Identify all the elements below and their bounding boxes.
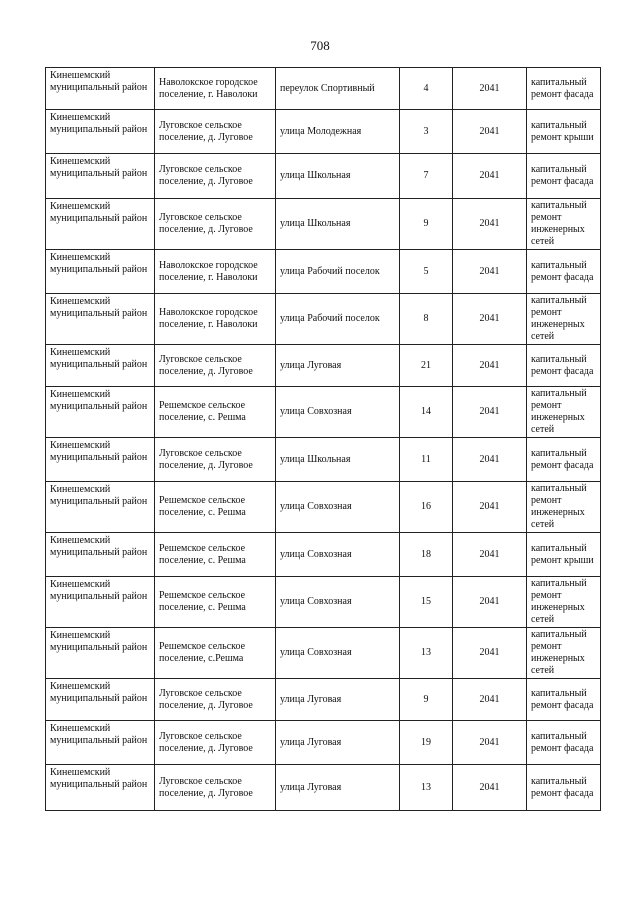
street-cell: улица Совхозная bbox=[276, 533, 400, 577]
work-type-cell: капитальный ремонт фасада bbox=[527, 438, 601, 482]
settlement-cell: Луговское сельское поселение, д. Луговое bbox=[155, 721, 276, 765]
house-number-cell: 16 bbox=[400, 482, 453, 533]
year-cell: 2041 bbox=[453, 68, 527, 110]
house-number-cell: 14 bbox=[400, 387, 453, 438]
house-number-cell: 9 bbox=[400, 679, 453, 721]
street-cell: улица Луговая bbox=[276, 721, 400, 765]
house-number-cell: 19 bbox=[400, 721, 453, 765]
work-type-cell: капитальный ремонт инженерных сетей bbox=[527, 199, 601, 250]
house-number-cell: 21 bbox=[400, 345, 453, 387]
district-cell: Кинешемский муниципальный район bbox=[46, 482, 155, 533]
settlement-cell: Наволокское городское поселение, г. Наволоки bbox=[155, 68, 276, 110]
street-cell: улица Школьная bbox=[276, 154, 400, 199]
table-row bbox=[46, 68, 601, 110]
settlement-cell: Луговское сельское поселение, д. Луговое bbox=[155, 199, 276, 250]
street-cell: улица Школьная bbox=[276, 438, 400, 482]
table-row bbox=[46, 199, 601, 250]
district-cell: Кинешемский муниципальный район bbox=[46, 250, 155, 294]
district-cell: Кинешемский муниципальный район bbox=[46, 765, 155, 811]
work-type-cell: капитальный ремонт инженерных сетей bbox=[527, 577, 601, 628]
street-cell: улица Совхозная bbox=[276, 387, 400, 438]
district-cell: Кинешемский муниципальный район bbox=[46, 679, 155, 721]
repair-schedule-table bbox=[45, 67, 601, 811]
street-cell: улица Рабочий поселок bbox=[276, 250, 400, 294]
house-number-cell: 13 bbox=[400, 628, 453, 679]
house-number-cell: 11 bbox=[400, 438, 453, 482]
street-cell: улица Школьная bbox=[276, 199, 400, 250]
house-number-cell: 3 bbox=[400, 110, 453, 154]
work-type-cell: капитальный ремонт инженерных сетей bbox=[527, 482, 601, 533]
year-cell: 2041 bbox=[453, 345, 527, 387]
work-type-cell: капитальный ремонт инженерных сетей bbox=[527, 294, 601, 345]
work-type-cell: капитальный ремонт фасада bbox=[527, 679, 601, 721]
year-cell: 2041 bbox=[453, 765, 527, 811]
work-type-cell: капитальный ремонт фасада bbox=[527, 721, 601, 765]
district-cell: Кинешемский муниципальный район bbox=[46, 110, 155, 154]
house-number-cell: 15 bbox=[400, 577, 453, 628]
year-cell: 2041 bbox=[453, 110, 527, 154]
street-cell: улица Молодежная bbox=[276, 110, 400, 154]
work-type-cell: капитальный ремонт крыши bbox=[527, 110, 601, 154]
district-cell: Кинешемский муниципальный район bbox=[46, 154, 155, 199]
district-cell: Кинешемский муниципальный район bbox=[46, 68, 155, 110]
table-row bbox=[46, 250, 601, 294]
settlement-cell: Луговское сельское поселение, д. Луговое bbox=[155, 438, 276, 482]
year-cell: 2041 bbox=[453, 154, 527, 199]
year-cell: 2041 bbox=[453, 533, 527, 577]
district-cell: Кинешемский муниципальный район bbox=[46, 199, 155, 250]
house-number-cell: 8 bbox=[400, 294, 453, 345]
year-cell: 2041 bbox=[453, 721, 527, 765]
street-cell: улица Рабочий поселок bbox=[276, 294, 400, 345]
table-body bbox=[46, 68, 601, 811]
settlement-cell: Решемское сельское поселение, с. Решма bbox=[155, 387, 276, 438]
table-row bbox=[46, 482, 601, 533]
table-row bbox=[46, 577, 601, 628]
table-row bbox=[46, 110, 601, 154]
settlement-cell: Решемское сельское поселение, с. Решма bbox=[155, 482, 276, 533]
work-type-cell: капитальный ремонт фасада bbox=[527, 250, 601, 294]
year-cell: 2041 bbox=[453, 250, 527, 294]
year-cell: 2041 bbox=[453, 482, 527, 533]
settlement-cell: Луговское сельское поселение, д. Луговое bbox=[155, 679, 276, 721]
year-cell: 2041 bbox=[453, 199, 527, 250]
house-number-cell: 18 bbox=[400, 533, 453, 577]
district-cell: Кинешемский муниципальный район bbox=[46, 533, 155, 577]
work-type-cell: капитальный ремонт фасада bbox=[527, 154, 601, 199]
table-row bbox=[46, 721, 601, 765]
year-cell: 2041 bbox=[453, 628, 527, 679]
work-type-cell: капитальный ремонт фасада bbox=[527, 68, 601, 110]
district-cell: Кинешемский муниципальный район bbox=[46, 721, 155, 765]
work-type-cell: капитальный ремонт крыши bbox=[527, 533, 601, 577]
work-type-cell: капитальный ремонт инженерных сетей bbox=[527, 628, 601, 679]
table-row bbox=[46, 294, 601, 345]
street-cell: переулок Спортивный bbox=[276, 68, 400, 110]
street-cell: улица Совхозная bbox=[276, 577, 400, 628]
page-number: 708 bbox=[310, 38, 330, 53]
table-row bbox=[46, 345, 601, 387]
work-type-cell: капитальный ремонт фасада bbox=[527, 765, 601, 811]
house-number-cell: 13 bbox=[400, 765, 453, 811]
year-cell: 2041 bbox=[453, 438, 527, 482]
settlement-cell: Луговское сельское поселение, д. Луговое bbox=[155, 154, 276, 199]
settlement-cell: Наволокское городское поселение, г. Наволоки bbox=[155, 294, 276, 345]
settlement-cell: Решемское сельское поселение, с. Решма bbox=[155, 533, 276, 577]
district-cell: Кинешемский муниципальный район bbox=[46, 628, 155, 679]
table-row bbox=[46, 533, 601, 577]
street-cell: улица Луговая bbox=[276, 765, 400, 811]
table-row bbox=[46, 679, 601, 721]
year-cell: 2041 bbox=[453, 387, 527, 438]
street-cell: улица Совхозная bbox=[276, 482, 400, 533]
street-cell: улица Луговая bbox=[276, 345, 400, 387]
year-cell: 2041 bbox=[453, 679, 527, 721]
district-cell: Кинешемский муниципальный район bbox=[46, 345, 155, 387]
settlement-cell: Наволокское городское поселение, г. Наволоки bbox=[155, 250, 276, 294]
street-cell: улица Луговая bbox=[276, 679, 400, 721]
work-type-cell: капитальный ремонт инженерных сетей bbox=[527, 387, 601, 438]
street-cell: улица Совхозная bbox=[276, 628, 400, 679]
year-cell: 2041 bbox=[453, 577, 527, 628]
district-cell: Кинешемский муниципальный район bbox=[46, 438, 155, 482]
settlement-cell: Луговское сельское поселение, д. Луговое bbox=[155, 345, 276, 387]
house-number-cell: 5 bbox=[400, 250, 453, 294]
district-cell: Кинешемский муниципальный район bbox=[46, 577, 155, 628]
district-cell: Кинешемский муниципальный район bbox=[46, 294, 155, 345]
work-type-cell: капитальный ремонт фасада bbox=[527, 345, 601, 387]
table-row bbox=[46, 438, 601, 482]
table-row bbox=[46, 154, 601, 199]
table-row bbox=[46, 765, 601, 811]
district-cell: Кинешемский муниципальный район bbox=[46, 387, 155, 438]
table-row bbox=[46, 387, 601, 438]
settlement-cell: Луговское сельское поселение, д. Луговое bbox=[155, 765, 276, 811]
house-number-cell: 7 bbox=[400, 154, 453, 199]
table-row bbox=[46, 628, 601, 679]
house-number-cell: 4 bbox=[400, 68, 453, 110]
settlement-cell: Решемское сельское поселение, с.Решма bbox=[155, 628, 276, 679]
settlement-cell: Решемское сельское поселение, с. Решма bbox=[155, 577, 276, 628]
settlement-cell: Луговское сельское поселение, д. Луговое bbox=[155, 110, 276, 154]
house-number-cell: 9 bbox=[400, 199, 453, 250]
year-cell: 2041 bbox=[453, 294, 527, 345]
